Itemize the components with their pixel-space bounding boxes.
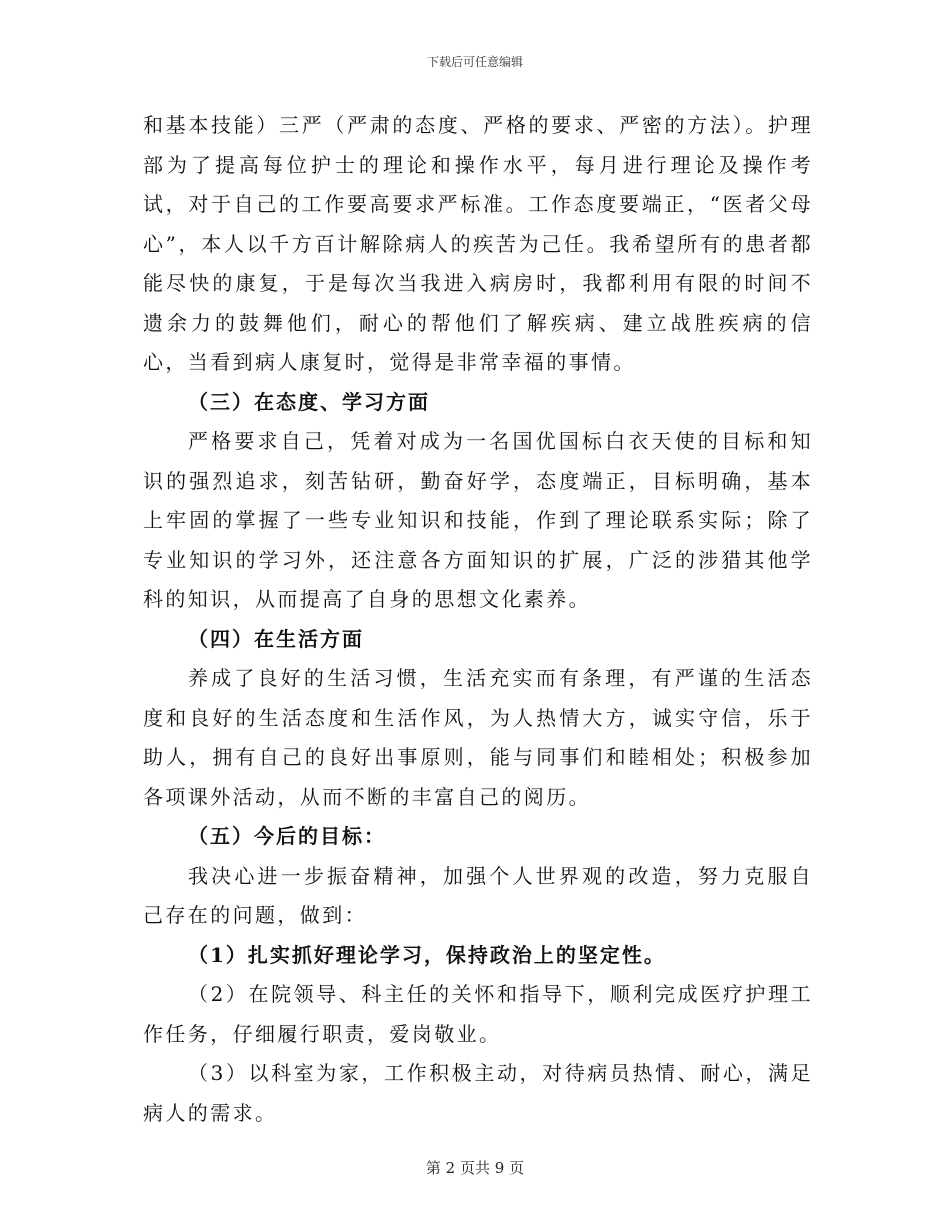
document-body: [143, 106, 813, 1133]
page-header: 下载后可任意编辑: [426, 55, 523, 69]
page-footer: 第 2 页共 9 页: [425, 1159, 525, 1177]
section-heading: （四）在生活方面: [188, 626, 364, 651]
section-heading: （五）今后的目标：: [188, 824, 386, 848]
paragraph: 我决心进一步振奋精神，加强个人世界观的改造，努力克服自己存在的问题，做到：: [143, 863, 813, 927]
paragraph: 养成了良好的生活习惯，生活充实而有条理，有严谨的生活态度和良好的生活态度和生活作风，为人热情大方，诚实守信，乐于助人，拥有自己的良好出事原则，能与同事们和睦相处；积极参加各项课外活动，从而不断的丰富自己的阅历。: [143, 666, 813, 809]
list-item: （2）在院领导、科主任的关怀和指导下，顺利完成医疗护理工作任务，仔细履行职责，爱岗敬业。: [143, 982, 813, 1046]
section-heading: （三）在态度、学习方面: [188, 389, 430, 414]
paragraph: 和基本技能）三严（严肃的态度、严格的要求、严密的方法）。护理部为了提高每位护士的理论和操作水平，每月进行理论及操作考试，对于自己的工作要高要求严标准。工作态度要端正，“医者父母心”，本人以千方百计解除病人的疾苦为己任。我希望所有的患者都能尽快的康复，于是每次当我进入病房时，我都利用有限的时间不遗余力的鼓舞他们，耐心的帮他们了解疾病、建立战胜疾病的信心，当看到病人康复时，觉得是非常幸福的事情。: [143, 113, 813, 374]
list-item: （3）以科室为家，工作积极主动，对待病员热情、耐心，满足病人的需求。: [143, 1061, 813, 1125]
paragraph: 严格要求自己，凭着对成为一名国优国标白衣天使的目标和知识的强烈追求，刻苦钻研，勤奋好学，态度端正，目标明确，基本上牢固的掌握了一些专业知识和技能，作到了理论联系实际；除了专业知识的学习外，还注意各方面知识的扩展，广泛的涉猎其他学科的知识，从而提高了自身的思想文化素养。: [143, 429, 813, 611]
list-item-heading: （1）扎实抓好理论学习，保持政治上的坚定性。: [188, 942, 666, 967]
